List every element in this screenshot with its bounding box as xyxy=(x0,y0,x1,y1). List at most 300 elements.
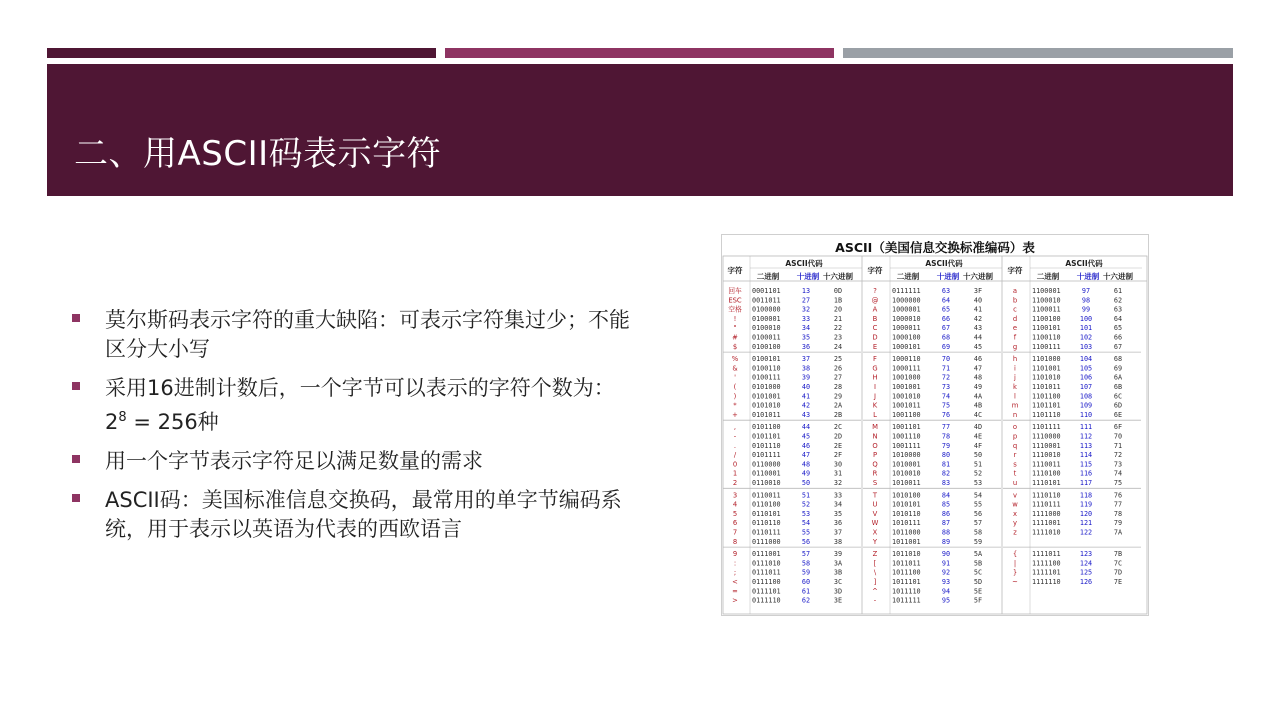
table-cell-hex: 5D xyxy=(973,578,983,586)
table-cell-bin: 0101111 xyxy=(752,451,781,460)
table-cell-dec: 32 xyxy=(801,305,811,314)
table-cell-char: ? xyxy=(873,287,877,295)
table-cell-bin: 1110001 xyxy=(1032,441,1061,450)
table-cell-dec: 50 xyxy=(801,479,811,487)
table-cell-bin: 1111000 xyxy=(1032,509,1061,518)
table-cell-bin: 0111001 xyxy=(752,550,781,559)
table-cell-bin: 1110111 xyxy=(1032,500,1061,509)
table-cell-hex: 58 xyxy=(973,528,983,537)
table-cell-hex: 31 xyxy=(833,469,843,478)
table-cell-dec: 58 xyxy=(801,559,811,568)
table-cell-dec: 110 xyxy=(1079,410,1093,419)
table-cell-bin: 1110101 xyxy=(1032,479,1061,487)
table-cell-char: 7 xyxy=(732,528,738,537)
table-cell-hex: 2D xyxy=(833,432,843,441)
table-cell-hex: 2B xyxy=(833,410,843,419)
table-cell-char: y xyxy=(1012,519,1018,528)
table-cell-hex: 63 xyxy=(1113,305,1123,314)
table-cell-bin: 1111100 xyxy=(1032,559,1061,568)
table-cell-char: u xyxy=(1012,479,1018,487)
table-cell-bin: 1100101 xyxy=(1032,324,1061,333)
table-cell-dec: 86 xyxy=(941,509,951,518)
table-cell-hex: 4E xyxy=(973,432,983,441)
table-cell-char: { xyxy=(1012,550,1018,559)
header-code-label: ASCII代码 xyxy=(785,259,823,268)
table-cell-hex: 3C xyxy=(833,578,843,586)
table-cell-hex: 4D xyxy=(973,423,983,432)
table-cell-bin: 0100011 xyxy=(752,333,781,342)
bullet-marker-icon xyxy=(72,314,80,322)
table-cell-bin: 1111010 xyxy=(1032,528,1061,537)
table-cell-dec: 39 xyxy=(801,373,811,382)
table-cell-bin: 1010001 xyxy=(892,460,921,469)
table-cell-dec: 105 xyxy=(1079,364,1093,373)
table-cell-hex: 47 xyxy=(973,364,983,373)
table-cell-hex: 67 xyxy=(1113,342,1123,351)
table-cell-bin: 1101100 xyxy=(1032,392,1061,401)
table-cell-char: $ xyxy=(732,342,738,351)
table-cell-bin: 0101101 xyxy=(752,432,781,441)
table-cell-hex: 79 xyxy=(1113,519,1123,528)
table-cell-char: m xyxy=(1011,401,1019,410)
table-cell-bin: 0111000 xyxy=(752,537,781,546)
table-cell-dec: 52 xyxy=(801,500,811,509)
table-cell-hex: 49 xyxy=(973,383,983,391)
table-cell-bin: 0111010 xyxy=(752,559,781,568)
table-cell-dec: 67 xyxy=(941,324,951,333)
table-cell-bin: 0110101 xyxy=(752,509,781,518)
table-cell-hex: 3F xyxy=(973,287,983,295)
table-cell-hex: 6B xyxy=(1113,383,1123,391)
table-cell-hex: 62 xyxy=(1113,296,1123,305)
table-cell-dec: 44 xyxy=(801,423,811,432)
header-hex-label: 十六进制 xyxy=(963,272,993,281)
table-cell-char: i xyxy=(1014,364,1016,373)
table-cell-char: U xyxy=(872,500,878,509)
table-cell-bin: 1001100 xyxy=(892,410,921,419)
table-cell-char: ~ xyxy=(1012,578,1018,586)
table-cell-bin: 1010010 xyxy=(892,469,921,478)
bullet-list xyxy=(72,306,632,554)
table-cell-dec: 103 xyxy=(1079,342,1093,351)
table-cell-dec: 119 xyxy=(1079,500,1093,509)
table-cell-hex: 52 xyxy=(973,469,983,478)
header-dec-label: 十进制 xyxy=(796,272,820,281)
table-cell-hex: 29 xyxy=(833,392,843,401)
table-cell-char: g xyxy=(1012,342,1018,351)
table-cell-bin: 0101011 xyxy=(752,410,781,419)
table-cell-bin: 1000100 xyxy=(892,333,921,342)
table-cell-char: I xyxy=(873,383,877,391)
table-cell-char: + xyxy=(732,410,738,419)
table-cell-dec: 94 xyxy=(941,587,951,596)
bullet-item xyxy=(72,486,632,544)
table-cell-bin: 1011100 xyxy=(892,568,921,577)
table-cell-hex: 43 xyxy=(973,324,983,333)
table-cell-char: B xyxy=(872,314,878,323)
table-cell-char: s xyxy=(1013,460,1017,469)
table-cell-hex: 0D xyxy=(833,287,843,295)
table-cell-dec: 63 xyxy=(941,287,951,295)
table-cell-hex: 45 xyxy=(973,342,983,351)
table-cell-char: a xyxy=(1012,287,1018,295)
table-cell-dec: 123 xyxy=(1079,550,1093,559)
table-cell-bin: 1011011 xyxy=(892,559,921,568)
table-cell-hex: 34 xyxy=(833,500,843,509)
table-cell-char: v xyxy=(1012,491,1018,500)
table-cell-char: T xyxy=(872,491,878,500)
table-cell-hex: 56 xyxy=(973,509,983,518)
table-cell-char: / xyxy=(733,451,737,460)
table-cell-hex: 44 xyxy=(973,333,983,342)
table-cell-dec: 37 xyxy=(801,355,811,364)
table-cell-char: . xyxy=(733,441,737,450)
table-cell-bin: 1011010 xyxy=(892,550,921,559)
table-cell-char: 8 xyxy=(732,537,738,546)
table-cell-dec: 122 xyxy=(1079,528,1093,537)
header-hex-label: 十六进制 xyxy=(1103,272,1133,281)
table-cell-bin: 1011111 xyxy=(892,596,921,605)
table-cell-hex: 26 xyxy=(833,364,843,373)
table-cell-bin: 1110010 xyxy=(1032,451,1061,460)
table-cell-dec: 79 xyxy=(941,441,951,450)
table-cell-bin: 1111001 xyxy=(1032,519,1061,528)
table-cell-bin: 1100011 xyxy=(1032,305,1061,314)
header-bin-label: 二进制 xyxy=(1036,272,1060,281)
table-cell-hex: 6C xyxy=(1113,392,1123,401)
table-cell-char: 2 xyxy=(732,479,738,487)
table-cell-char: ^ xyxy=(872,587,878,596)
header-char-label: 字符 xyxy=(727,266,743,275)
table-cell-dec: 46 xyxy=(801,441,811,450)
table-cell-dec: 92 xyxy=(941,568,951,577)
table-cell-char: o xyxy=(1012,423,1018,432)
table-cell-dec: 61 xyxy=(801,587,811,596)
table-cell-dec: 72 xyxy=(941,373,951,382)
table-cell-bin: 0111100 xyxy=(752,578,781,586)
table-cell-hex: 61 xyxy=(1113,287,1123,295)
table-cell-char: l xyxy=(1014,392,1016,401)
table-cell-hex: 39 xyxy=(833,550,843,559)
table-cell-hex: 4C xyxy=(973,410,983,419)
table-cell-char: * xyxy=(733,401,737,410)
table-cell-char: p xyxy=(1012,432,1018,441)
table-cell-dec: 126 xyxy=(1079,578,1093,586)
table-cell-bin: 1110110 xyxy=(1032,491,1061,500)
table-cell-bin: 0101100 xyxy=(752,423,781,432)
table-cell-char: f xyxy=(1013,333,1017,342)
table-cell-dec: 13 xyxy=(801,287,811,295)
table-cell-bin: 0111111 xyxy=(892,287,921,295)
table-cell-hex: 2A xyxy=(833,401,843,410)
table-cell-dec: 85 xyxy=(941,500,951,509)
table-cell-dec: 62 xyxy=(801,596,811,605)
table-cell-bin: 0110000 xyxy=(752,460,781,469)
table-cell-bin: 1110100 xyxy=(1032,469,1061,478)
table-cell-char: - xyxy=(873,596,877,605)
table-cell-hex: 38 xyxy=(833,537,843,546)
table-cell-dec: 56 xyxy=(801,537,811,546)
table-cell-dec: 115 xyxy=(1079,460,1093,469)
table-cell-dec: 54 xyxy=(801,519,811,528)
table-cell-hex: 65 xyxy=(1113,324,1123,333)
table-cell-dec: 81 xyxy=(941,460,951,469)
table-cell-bin: 1100111 xyxy=(1032,342,1061,351)
table-cell-dec: 41 xyxy=(801,392,811,401)
table-cell-dec: 27 xyxy=(801,296,811,305)
table-cell-hex: 78 xyxy=(1113,509,1123,518)
header-dec-label: 十进制 xyxy=(936,272,960,281)
table-cell-hex: 7D xyxy=(1113,568,1123,577)
table-cell-char: " xyxy=(733,324,737,333)
table-cell-bin: 1000011 xyxy=(892,324,921,333)
table-cell-dec: 89 xyxy=(941,537,951,546)
table-cell-dec: 80 xyxy=(941,451,951,460)
table-cell-char: D xyxy=(872,333,878,342)
table-cell-bin: 0110100 xyxy=(752,500,781,509)
table-cell-dec: 75 xyxy=(941,401,951,410)
table-cell-char: \ xyxy=(873,568,877,577)
table-cell-dec: 64 xyxy=(941,296,951,305)
table-cell-bin: 0101110 xyxy=(752,441,781,450)
table-cell-dec: 40 xyxy=(801,383,811,391)
table-cell-dec: 47 xyxy=(801,451,811,460)
table-cell-char: c xyxy=(1013,305,1017,314)
table-cell-bin: 0110011 xyxy=(752,491,781,500)
table-cell-hex: 4F xyxy=(973,441,983,450)
table-cell-bin: 1101000 xyxy=(1032,355,1061,364)
table-cell-bin: 1001101 xyxy=(892,423,921,432)
bullet-marker-icon xyxy=(72,382,80,390)
table-cell-dec: 88 xyxy=(941,528,951,537)
table-cell-char: L xyxy=(873,410,877,419)
table-cell-char: W xyxy=(871,519,879,528)
table-cell-hex: 64 xyxy=(1113,314,1123,323)
bullet-text: 莫尔斯码表示字符的重大缺陷：可表示字符集过少；不能区分大小写 xyxy=(105,308,630,361)
table-cell-char: Z xyxy=(872,550,878,559)
table-cell-dec: 87 xyxy=(941,519,951,528)
header-bin-label: 二进制 xyxy=(756,272,780,281)
bullet-text: 采用16进制计数后，一个字节可以表示的字符个数为：2 xyxy=(105,376,615,434)
table-cell-char: O xyxy=(872,441,878,450)
table-cell-dec: 91 xyxy=(941,559,951,568)
table-cell-hex: 7E xyxy=(1113,578,1123,586)
table-cell-dec: 49 xyxy=(801,469,811,478)
table-cell-hex: 76 xyxy=(1113,491,1123,500)
table-cell-bin: 1111101 xyxy=(1032,568,1061,577)
table-cell-dec: 74 xyxy=(941,392,951,401)
table-cell-char: e xyxy=(1012,324,1018,333)
table-cell-hex: 5C xyxy=(973,568,983,577)
table-cell-bin: 1010101 xyxy=(892,500,921,509)
table-cell-dec: 82 xyxy=(941,469,951,478)
table-cell-dec: 65 xyxy=(941,305,951,314)
table-cell-hex: 71 xyxy=(1113,441,1123,450)
table-cell-char: - xyxy=(733,432,737,441)
table-cell-hex: 25 xyxy=(833,355,843,364)
table-cell-char: b xyxy=(1012,296,1018,305)
table-cell-hex: 6D xyxy=(1113,401,1123,410)
table-cell-hex: 35 xyxy=(833,509,843,518)
table-cell-hex: 20 xyxy=(833,305,843,314)
table-cell-hex: 32 xyxy=(833,479,843,487)
table-cell-bin: 0110001 xyxy=(752,469,781,478)
table-cell-bin: 1101101 xyxy=(1032,401,1061,410)
table-cell-bin: 0111110 xyxy=(752,596,781,605)
table-cell-hex: 2E xyxy=(833,441,843,450)
table-cell-char: % xyxy=(731,355,739,364)
table-cell-hex: 41 xyxy=(973,305,983,314)
table-cell-hex: 53 xyxy=(973,479,983,487)
header-stripe-accent xyxy=(445,48,834,58)
table-cell-bin: 0001101 xyxy=(752,287,781,295)
table-cell-char: n xyxy=(1012,410,1018,419)
table-cell-char: F xyxy=(873,355,877,364)
table-cell-hex: 2F xyxy=(833,451,843,460)
table-cell-bin: 1110011 xyxy=(1032,460,1061,469)
table-cell-bin: 0111101 xyxy=(752,587,781,596)
table-cell-bin: 1100100 xyxy=(1032,314,1061,323)
bullet-marker-icon xyxy=(72,494,80,502)
table-cell-dec: 34 xyxy=(801,324,811,333)
table-cell-bin: 0101001 xyxy=(752,392,781,401)
title-bar xyxy=(47,64,1233,196)
table-cell-hex: 50 xyxy=(973,451,983,460)
table-cell-hex: 7C xyxy=(1113,559,1123,568)
table-cell-char: h xyxy=(1012,355,1018,364)
table-cell-bin: 1001111 xyxy=(892,441,921,450)
table-cell-hex: 73 xyxy=(1113,460,1123,469)
table-cell-char: G xyxy=(872,364,878,373)
table-cell-hex: 42 xyxy=(973,314,983,323)
table-cell-char: | xyxy=(1013,559,1017,568)
table-cell-dec: 101 xyxy=(1079,324,1093,333)
table-cell-char: Q xyxy=(872,460,878,469)
ascii-table-title: ASCII（美国信息交换标准编码）表 xyxy=(835,240,1035,255)
bullet-marker-icon xyxy=(72,455,80,463)
table-cell-dec: 36 xyxy=(801,342,811,351)
table-cell-hex: 4A xyxy=(973,392,983,401)
header-char-label: 字符 xyxy=(1007,266,1023,275)
bullet-text: 用一个字节表示字符足以满足数量的需求 xyxy=(105,449,483,473)
table-cell-hex: 1B xyxy=(833,296,843,305)
table-cell-hex: 59 xyxy=(973,537,983,546)
table-cell-hex: 55 xyxy=(973,500,983,509)
table-cell-char: R xyxy=(872,469,878,478)
header-stripe-gray xyxy=(843,48,1233,58)
table-cell-bin: 0111011 xyxy=(752,568,781,577)
table-cell-hex: 2C xyxy=(833,423,843,432)
bullet-superscript: 8 xyxy=(118,410,127,425)
table-cell-hex: 6A xyxy=(1113,373,1123,382)
table-cell-char: } xyxy=(1012,568,1018,577)
table-cell-dec: 83 xyxy=(941,479,951,487)
table-cell-bin: 1000101 xyxy=(892,342,921,351)
table-cell-bin: 1010100 xyxy=(892,491,921,500)
ascii-table-image xyxy=(721,234,1149,616)
table-cell-bin: 0110110 xyxy=(752,519,781,528)
table-cell-char: , xyxy=(733,423,737,432)
table-cell-hex: 6F xyxy=(1113,423,1123,432)
table-cell-char: [ xyxy=(873,559,877,568)
table-cell-char: r xyxy=(1013,451,1017,460)
table-cell-hex: 77 xyxy=(1113,500,1123,509)
table-cell-hex: 21 xyxy=(833,314,843,323)
table-cell-dec: 107 xyxy=(1079,383,1093,391)
table-cell-hex: 70 xyxy=(1113,432,1123,441)
table-cell-char: ; xyxy=(733,568,737,577)
bullet-text: ASCII码：美国标准信息交换码，最常用的单字节编码系统，用于表示以英语为代表的西欧语言 xyxy=(105,488,622,541)
table-cell-char: N xyxy=(872,432,878,441)
table-cell-dec: 59 xyxy=(801,568,811,577)
table-cell-char: 3 xyxy=(732,491,738,500)
table-cell-dec: 78 xyxy=(941,432,951,441)
table-cell-bin: 1000010 xyxy=(892,314,921,323)
table-cell-char: 5 xyxy=(732,509,738,518)
table-cell-dec: 93 xyxy=(941,578,951,586)
table-cell-dec: 45 xyxy=(801,432,811,441)
slide-title: 二、用ASCII码表示字符 xyxy=(74,134,442,174)
table-cell-bin: 0100000 xyxy=(752,305,781,314)
table-cell-dec: 109 xyxy=(1079,401,1093,410)
table-cell-bin: 1110000 xyxy=(1032,432,1061,441)
table-cell-dec: 111 xyxy=(1079,423,1093,432)
table-cell-hex: 3E xyxy=(833,596,843,605)
table-cell-char: J xyxy=(873,392,877,401)
table-cell-dec: 68 xyxy=(941,333,951,342)
table-cell-hex: 74 xyxy=(1113,469,1123,478)
table-cell-hex: 72 xyxy=(1113,451,1123,460)
table-cell-bin: 1111011 xyxy=(1032,550,1061,559)
table-cell-dec: 57 xyxy=(801,550,811,559)
table-cell-bin: 0100111 xyxy=(752,373,781,382)
table-cell-bin: 1010110 xyxy=(892,509,921,518)
table-cell-bin: 1000110 xyxy=(892,355,921,364)
header-code-label: ASCII代码 xyxy=(925,259,963,268)
table-cell-hex: 3B xyxy=(833,568,843,577)
table-cell-dec: 104 xyxy=(1079,355,1093,364)
table-cell-char: : xyxy=(733,559,737,568)
table-cell-hex: 69 xyxy=(1113,364,1123,373)
table-cell-bin: 0100010 xyxy=(752,324,781,333)
table-cell-hex: 33 xyxy=(833,491,843,500)
table-cell-bin: 1111110 xyxy=(1032,578,1061,586)
table-cell-bin: 1100110 xyxy=(1032,333,1061,342)
table-cell-bin: 1000000 xyxy=(892,296,921,305)
table-cell-bin: 1001010 xyxy=(892,392,921,401)
table-cell-char: < xyxy=(732,578,738,586)
table-cell-bin: 1101010 xyxy=(1032,373,1061,382)
header-code-label: ASCII代码 xyxy=(1065,259,1103,268)
table-cell-char: > xyxy=(732,596,738,605)
table-cell-hex: 51 xyxy=(973,460,983,469)
table-cell-char: d xyxy=(1012,314,1018,323)
table-cell-bin: 1101110 xyxy=(1032,410,1061,419)
table-cell-dec: 69 xyxy=(941,342,951,351)
table-cell-dec: 117 xyxy=(1079,479,1093,487)
table-cell-char: ' xyxy=(734,373,736,382)
table-cell-hex: 23 xyxy=(833,333,843,342)
table-cell-char: M xyxy=(872,423,878,432)
table-cell-dec: 35 xyxy=(801,333,811,342)
header-char-label: 字符 xyxy=(867,266,883,275)
table-cell-bin: 1010111 xyxy=(892,519,921,528)
table-cell-char: C xyxy=(872,324,878,333)
table-cell-dec: 116 xyxy=(1079,469,1093,478)
table-cell-bin: 1001011 xyxy=(892,401,921,410)
table-cell-bin: 0100110 xyxy=(752,364,781,373)
table-cell-char: @ xyxy=(871,296,879,305)
